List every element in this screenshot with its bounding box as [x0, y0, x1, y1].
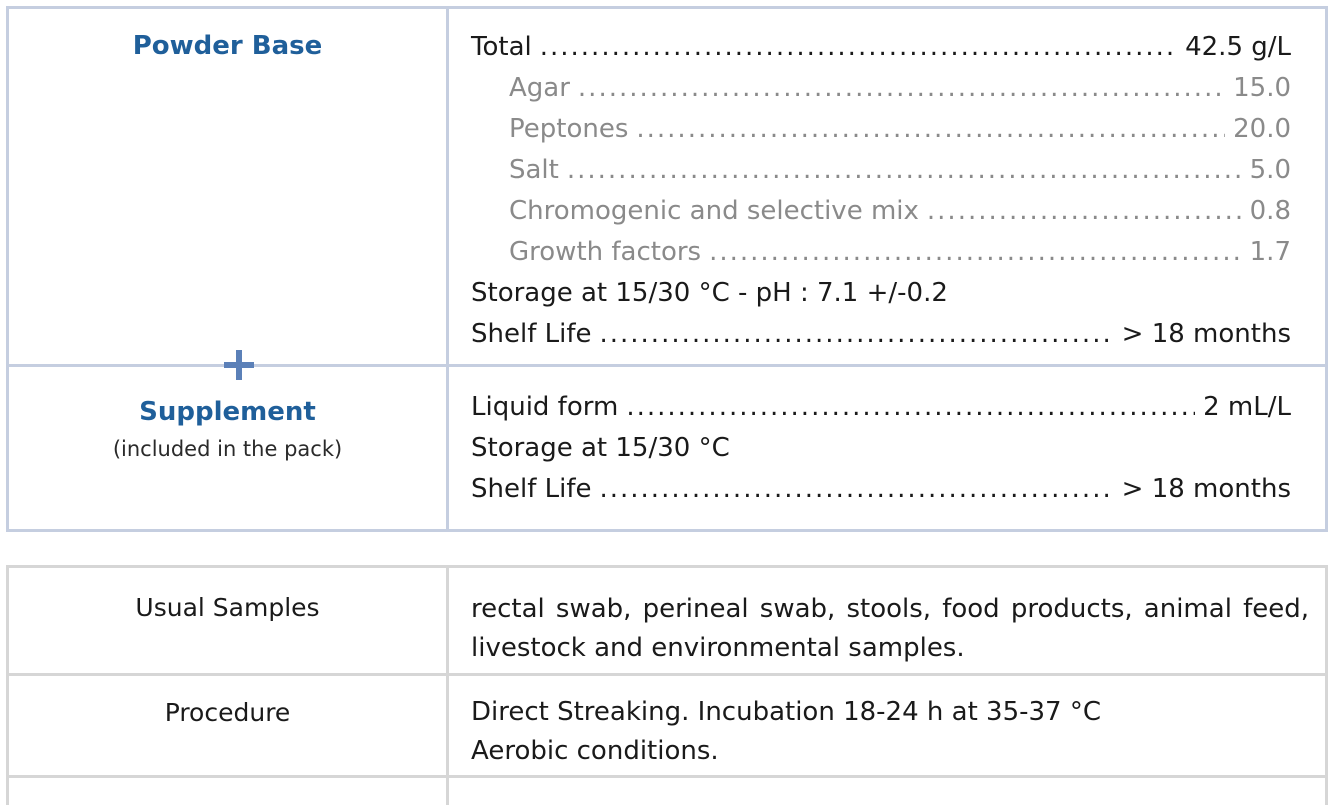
usual-samples-text: rectal swab, perineal swab, stools, food products, animal feed, livestock and environmental samples.: [471, 594, 1309, 663]
row-chromogenic-mix: [471, 191, 1291, 232]
row-divider: [9, 673, 1325, 676]
composition-table: [6, 6, 1328, 532]
row-value: > 18 months: [1121, 474, 1291, 504]
row-label: Shelf Life: [471, 474, 592, 504]
row-value: 0.8: [1249, 196, 1291, 226]
row-growth-factors: [471, 232, 1291, 273]
row-salt: [471, 150, 1291, 191]
storage-text: Storage at 15/30 °C: [471, 433, 730, 463]
powder-base-rows: [471, 27, 1291, 355]
dot-leader: [578, 68, 1225, 109]
row-divider: [9, 775, 1325, 778]
row-label: Total: [471, 32, 532, 62]
row-supplement-storage: [471, 428, 1291, 469]
dot-leader: [709, 232, 1242, 273]
row-label: Salt: [509, 155, 559, 185]
info-table: [6, 565, 1328, 805]
supplement-rows: [471, 387, 1291, 510]
row-shelf-life: [471, 314, 1291, 355]
row-divider: [9, 364, 1325, 367]
column-divider: [446, 568, 449, 805]
dot-leader: [636, 109, 1225, 150]
row-value: 1.7: [1249, 237, 1291, 267]
row-value: 20.0: [1233, 114, 1291, 144]
row-label: Peptones: [509, 114, 629, 144]
row-label: Growth factors: [509, 237, 702, 267]
row-supplement-shelf-life: [471, 469, 1291, 510]
storage-text: Storage at 15/30 °C - pH : 7.1 +/-0.2: [471, 278, 948, 308]
dot-leader: [626, 387, 1195, 428]
dot-leader: [567, 150, 1242, 191]
row-peptones: [471, 109, 1291, 150]
supplement-title: Supplement: [139, 397, 316, 427]
column-divider: [446, 9, 449, 529]
row-value: 42.5 g/L: [1185, 32, 1291, 62]
dot-leader: [599, 314, 1113, 355]
row-value: 2 mL/L: [1203, 392, 1291, 422]
row-agar: [471, 68, 1291, 109]
row-total: [471, 27, 1291, 68]
row-value: > 18 months: [1121, 319, 1291, 349]
procedure-text: [471, 693, 1309, 771]
row-value: 15.0: [1233, 73, 1291, 103]
dot-leader: [599, 469, 1113, 510]
dot-leader: [927, 191, 1242, 232]
procedure-line-2: Aerobic conditions.: [471, 736, 719, 766]
row-label: Shelf Life: [471, 319, 592, 349]
procedure-label: Procedure: [164, 698, 291, 727]
row-label: Liquid form: [471, 392, 619, 422]
row-value: 5.0: [1249, 155, 1291, 185]
plus-icon: [221, 347, 257, 383]
supplement-subtitle: (included in the pack): [112, 437, 343, 461]
row-storage: [471, 273, 1291, 314]
row-label: Agar: [509, 73, 570, 103]
usual-samples-label: Usual Samples: [135, 593, 320, 622]
dot-leader: [540, 27, 1177, 68]
procedure-line-1: Direct Streaking. Incubation 18-24 h at 35-37 °C: [471, 697, 1101, 727]
row-liquid-form: [471, 387, 1291, 428]
powder-base-title: Powder Base: [132, 31, 323, 61]
row-label: Chromogenic and selective mix: [509, 196, 919, 226]
